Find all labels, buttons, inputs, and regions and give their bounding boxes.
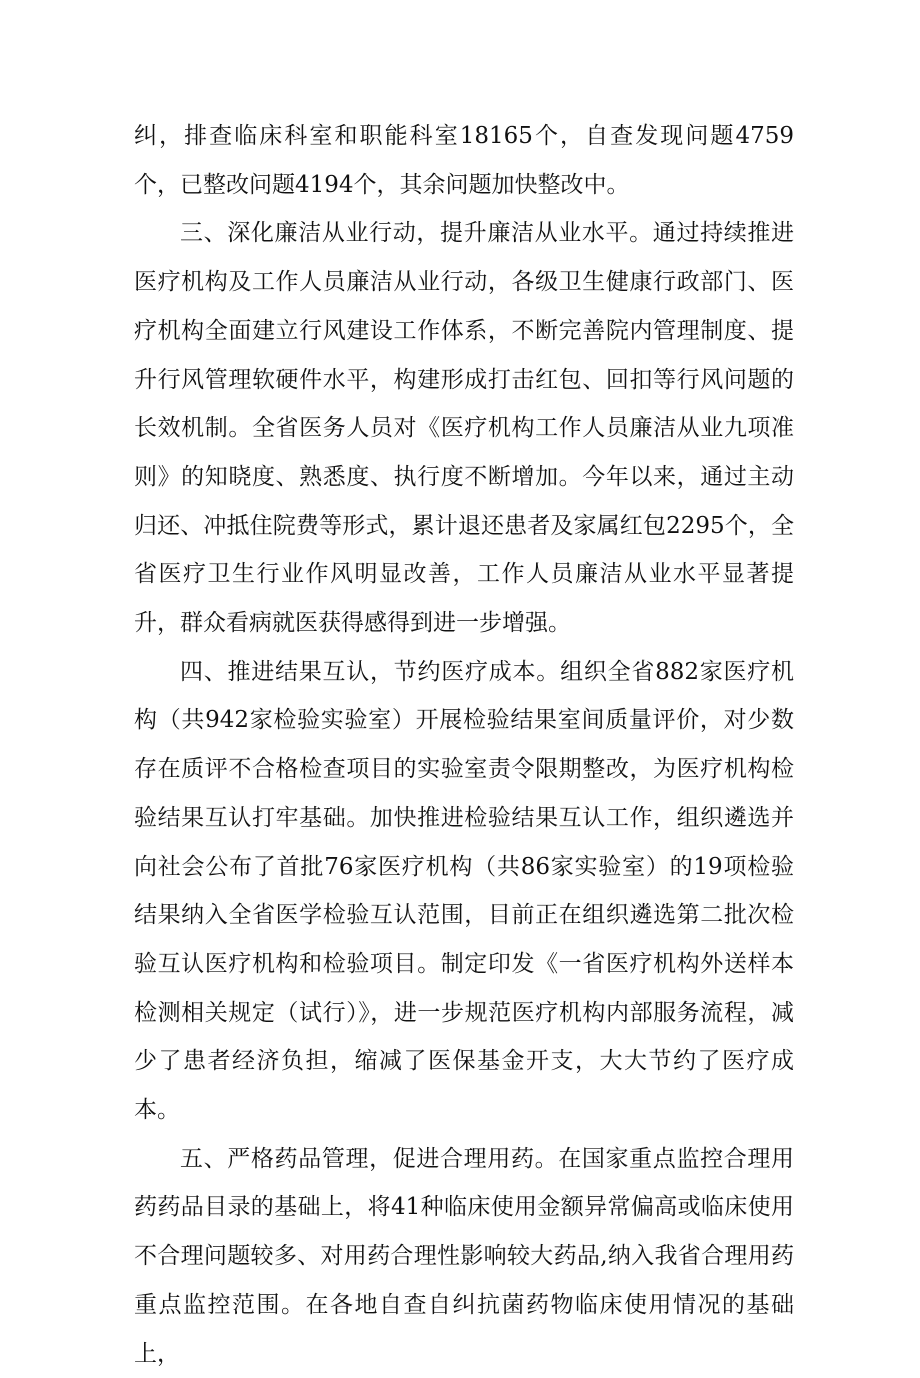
paragraph-2 bbox=[134, 209, 794, 647]
number-value: 76 bbox=[324, 853, 354, 880]
number-value: 882 bbox=[655, 658, 699, 685]
number-value: 19 bbox=[693, 853, 723, 880]
number-value: 942 bbox=[205, 707, 249, 734]
number-value: 86 bbox=[520, 853, 550, 880]
text-segment: 个，已整改问题 bbox=[134, 171, 295, 198]
document-page bbox=[134, 112, 794, 1378]
text-segment: 家检验实验室）开展检验结果室间质量评价，对少数存在质评不合格检查项目的实验室责令限期整改，为医疗机构检验结果互认打牢基础。加快推进检验结果互认工作，组织遴选并向社会公布了首批 bbox=[134, 707, 795, 880]
text-segment: 项检验结果纳入全省医学检验互认范围，目前正在组织遴选第二批次检验互认医疗机构和检验项目。制定印发《一省医疗机构外送样本检测相关规定（试行）》，进一步规范医疗机构内部服务流程，减少了患者经济负担，缩减了医保基金开支，大大节约了医疗成本。 bbox=[134, 853, 795, 1124]
text-segment: 家实验室）的 bbox=[549, 853, 694, 880]
text-segment: 家医疗机构（共 bbox=[353, 853, 521, 880]
paragraph-3 bbox=[134, 648, 794, 1135]
text-segment: 四、推进结果互认，节约医疗成本。组织全省 bbox=[180, 658, 656, 685]
text-segment: 纠，排查临床科室和职能科室 bbox=[134, 123, 460, 149]
number-value: 41 bbox=[390, 1194, 421, 1221]
paragraph-1 bbox=[134, 112, 794, 209]
number-value: 18165 bbox=[459, 123, 533, 149]
text-segment: 种临床使用金额异常偏高或临床使用不合理问题较多、对用药合理性影响较大药品,纳入我省合理用药重点监控范围。在各地自查自纠抗菌药物临床使用情况的基础上， bbox=[134, 1194, 795, 1367]
number-value: 2295 bbox=[666, 512, 725, 539]
text-segment: 个，其余问题加快整改中。 bbox=[353, 171, 630, 198]
text-segment: 家医疗机构（共 bbox=[134, 658, 794, 734]
text-segment: 个，全省医疗卫生行业作风明显改善，工作人员廉洁从业水平显著提升，群众看病就医获得感得到进一步增强。 bbox=[134, 512, 795, 637]
text-segment: 三、深化廉洁从业行动，提升廉洁从业水平。通过持续推进医疗机构及工作人员廉洁从业行动，各级卫生健康行政部门、医疗机构全面建立行风建设工作体系，不断完善院内管理制度、提升行风管理软硬件水平，构建形成打击红包、回扣等行风问题的长效机制。全省医务人员对《医疗机构工作人员廉洁从业九项准则》的知晓度、熟悉度、执行度不断增加。今年以来，通过主动归还、冲抵住院费等形式，累计退还患者及家属红包 bbox=[134, 220, 794, 539]
number-value: 4194 bbox=[295, 171, 354, 198]
number-value: 4759 bbox=[735, 123, 795, 149]
text-segment: 个，自查发现问题 bbox=[532, 123, 736, 149]
paragraph-4 bbox=[134, 1135, 794, 1378]
text-segment: 五、严格药品管理，促进合理用药。在国家重点监控合理用药药品目录的基础上，将 bbox=[134, 1145, 794, 1221]
